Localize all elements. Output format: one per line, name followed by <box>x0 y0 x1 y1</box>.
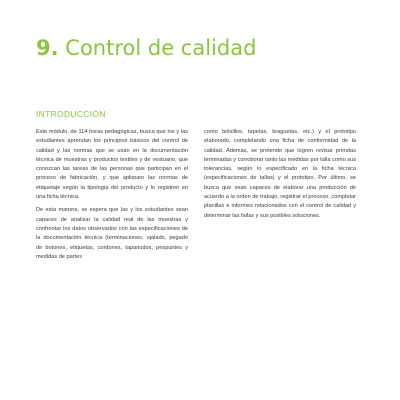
paragraph-continuation: como bolsillos, tapetas, braguetas, etc.) y el prototipo elaborado, completando una ficha de conformidad de la calidad. Además, se pretende que logren revisar prendas terminadas y corroborar tanto las medidas por talla como sus tolerancias, según lo especificado en la ficha técnica (especificaciones de tallas) y el prototipo. Por último, se busca que sean capaces de elaborar una producción de acuerdo a la orden de trabajo, registrar el proceso, completar planillas e informes relacionados con el control de calidad y determinar las fallas y sus posibles soluciones. <box>204 129 356 219</box>
paragraph-expectations: De esta manera, se espera que las y los estudiantes sean capaces de analizar la calidad real de las muestras y confrontar los datos observados con las especificaciones de la documentación técnica (terminaciones, ojalado, pegado de botones, etiquetas, cordones, tapanudos, pespuntes y medidas de partes <box>36 207 188 260</box>
paragraph-intro: Este módulo, de 114 horas pedagógicas, busca que los y las estudiantes aprendan los principios básicos del control de calidad y las normas que se usan en la documentación técnica de muestras y productos textiles y de vestuario, que conozcan las tareas de las personas que participan en el proceso de fabricación, y que apliquen las normas de etiquetaje según la tipología del producto y lo registren en una ficha técnica. <box>36 129 188 201</box>
chapter-title <box>36 36 336 61</box>
text-column-left <box>36 128 188 266</box>
section-heading: INTRODUCCIÓN <box>36 109 106 119</box>
text-column-right <box>204 128 356 225</box>
chapter-number: 9. <box>36 36 59 60</box>
chapter-title-text: Control de calidad <box>65 36 257 60</box>
